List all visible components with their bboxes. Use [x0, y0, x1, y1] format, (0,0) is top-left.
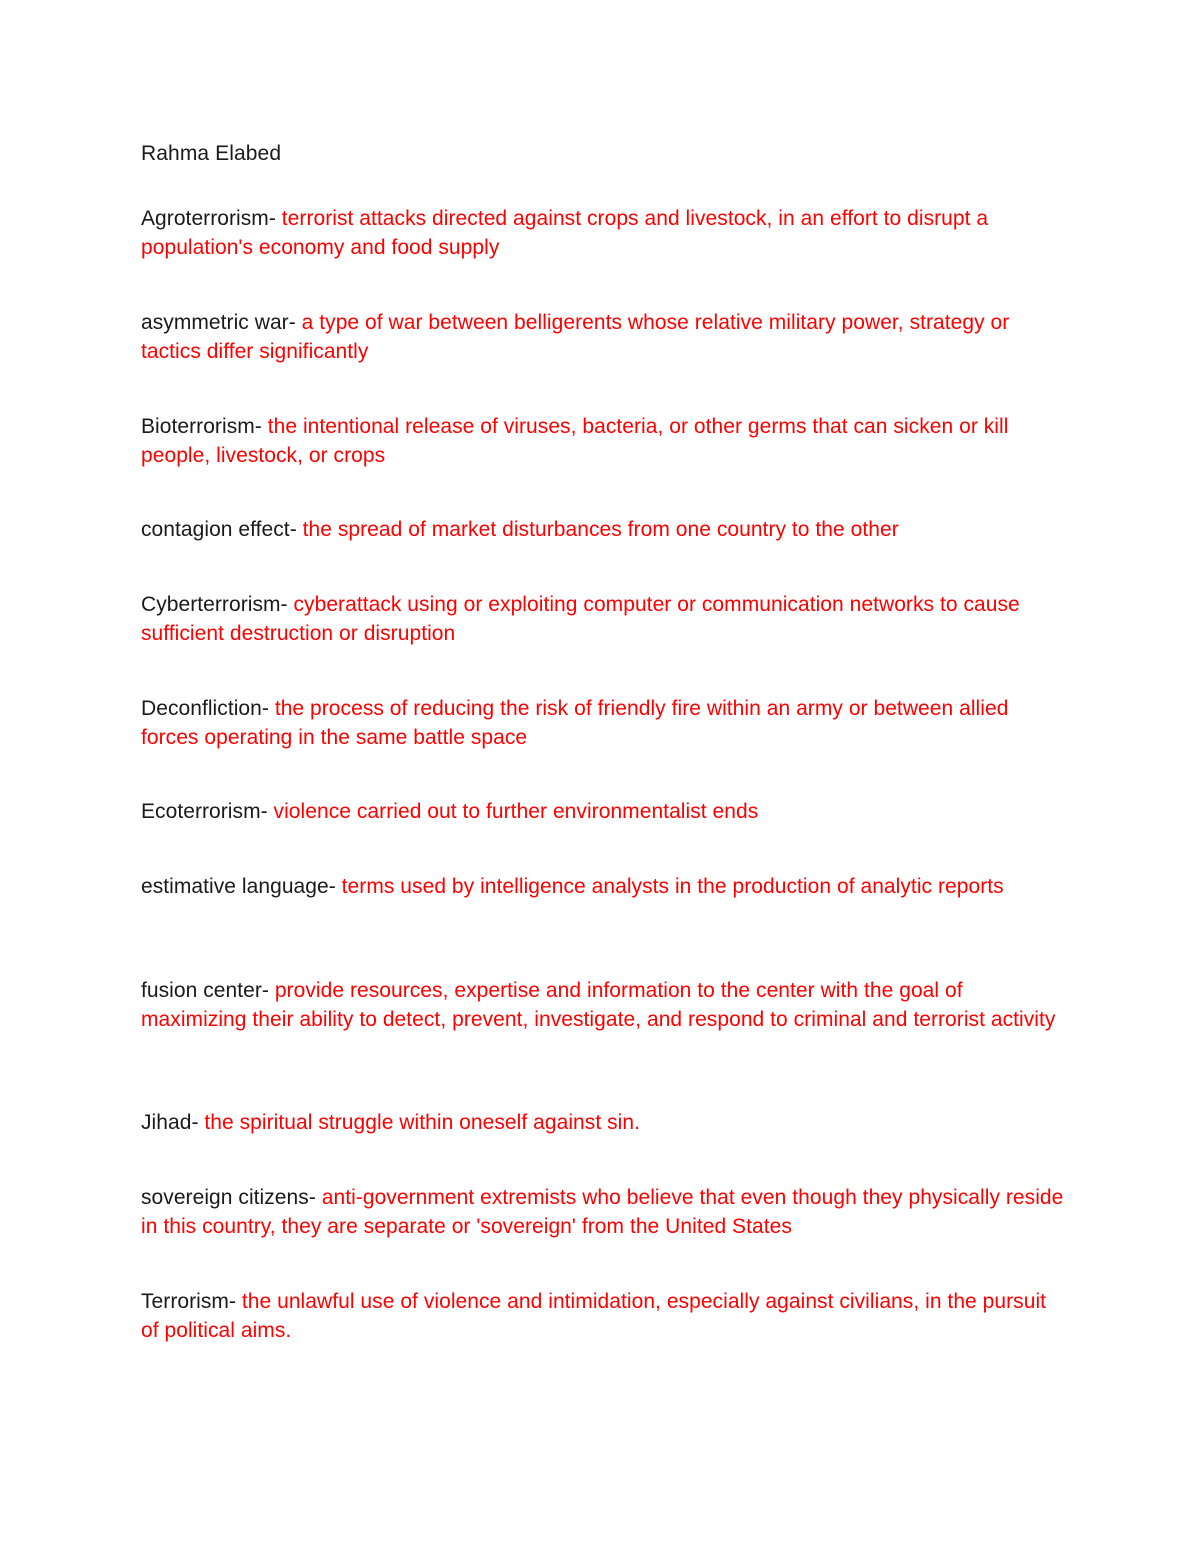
entry-definition: the spread of market disturbances from one country to the other: [302, 518, 899, 541]
entry-term: estimative language-: [141, 875, 342, 898]
entry-definition: violence carried out to further environmentalist ends: [273, 800, 759, 823]
glossary-entry-contagion-effect: [141, 516, 1066, 545]
entry-term: Ecoterrorism-: [141, 800, 274, 823]
entry-definition: the intentional release of viruses, bacteria, or other germs that can sicken or kill people, livestock, or crops: [141, 415, 1009, 467]
glossary-entry-asymmetric-war: [141, 309, 1066, 366]
glossary-entry-fusion-center: [141, 977, 1066, 1034]
entry-definition: anti-government extremists who believe that even though they physically reside in this country, they are separate or 'sovereign' from the United States: [141, 1186, 1064, 1238]
entry-definition: a type of war between belligerents whose relative military power, strategy or tactics differ significantly: [141, 311, 1010, 363]
entry-definition: cyberattack using or exploiting computer or communication networks to cause sufficient destruction or disruption: [141, 593, 1020, 645]
glossary-entry-cyberterrorism: [141, 591, 1066, 648]
glossary-entry-jihad: [141, 1109, 1066, 1138]
entry-term: Jihad-: [141, 1111, 205, 1134]
glossary-entry-agroterrorism: [141, 205, 1066, 262]
entry-term: sovereign citizens-: [141, 1186, 322, 1209]
author-name: Rahma Elabed: [141, 142, 282, 165]
glossary-entry-estimative-language: [141, 873, 1066, 902]
glossary-entry-deconfliction: [141, 695, 1066, 752]
glossary-entry-bioterrorism: [141, 413, 1066, 470]
entry-term: Cyberterrorism-: [141, 593, 294, 616]
entry-definition: terrorist attacks directed against crops and livestock, in an effort to disrupt a population's economy and food supply: [141, 207, 989, 259]
entry-definition: provide resources, expertise and information to the center with the goal of maximizing their ability to detect, prevent, investigate, and respond to criminal and terrorist activity: [141, 979, 1056, 1031]
entry-term: asymmetric war-: [141, 311, 302, 334]
entry-term: contagion effect-: [141, 518, 303, 541]
entry-term: Terrorism-: [141, 1290, 242, 1313]
entry-term: Bioterrorism-: [141, 415, 268, 438]
entry-definition: the unlawful use of violence and intimidation, especially against civilians, in the pursuit of political aims.: [141, 1290, 1047, 1342]
entry-term: Agroterrorism-: [141, 207, 282, 230]
glossary-entry-ecoterrorism: [141, 798, 1066, 827]
entry-term: fusion center-: [141, 979, 275, 1002]
glossary-entry-sovereign-citizens: [141, 1184, 1066, 1241]
entry-term: Deconfliction-: [141, 697, 275, 720]
entry-definition: the spiritual struggle within oneself against sin.: [204, 1111, 640, 1134]
entry-definition: terms used by intelligence analysts in the production of analytic reports: [341, 875, 1004, 898]
entry-definition: the process of reducing the risk of friendly fire within an army or between allied forces operating in the same battle space: [141, 697, 1009, 749]
glossary-entry-terrorism: [141, 1288, 1066, 1345]
